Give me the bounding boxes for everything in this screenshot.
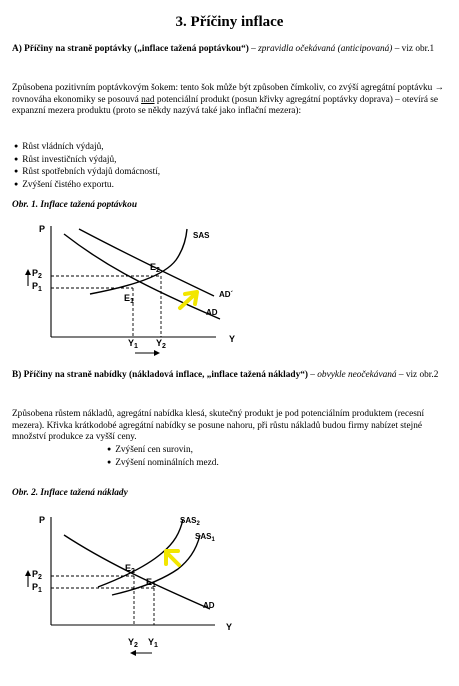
svg-text:Y1 (128, 338, 138, 350)
section-a-heading-tail: – viz obr.1 (392, 44, 435, 54)
section-a-heading-italic: – zpravidla očekávaná (anticipovaná) (248, 44, 393, 54)
figure-2-e1-label: E (146, 577, 153, 587)
svg-text:SAS2 (180, 516, 200, 527)
svg-text:Y2 (128, 637, 138, 649)
figure-2-ad-curve (64, 535, 210, 609)
section-b-heading-bold: B) Příčiny na straně nabídky (nákladová inflace, „inflace tažená náklady“) (12, 370, 308, 380)
svg-text:Y2 (156, 338, 166, 350)
page-title: 3. Příčiny inflace (175, 14, 284, 30)
svg-text:E1 (124, 293, 134, 305)
figure-1-e2-label: E (150, 262, 157, 272)
figure-2-ad-label: AD (203, 601, 215, 610)
figure-2-y2-label: Y (128, 637, 135, 647)
list-item: ● Zvýšení cen surovin, (107, 444, 219, 457)
section-b-heading (12, 370, 450, 382)
figure-2-sas1-label: SAS (195, 532, 212, 541)
figure-1-diagram (20, 212, 260, 357)
figure-2-e2-sub: 2 (131, 568, 135, 575)
list-item: ● Zvýšení nominálních mezd. (107, 457, 219, 470)
figure-2-highlight-arrow (166, 551, 179, 565)
figure-1-y1-sub: 1 (134, 343, 138, 350)
figure-1-y-label: Y (229, 334, 236, 344)
figure-1-p2-label: P (32, 268, 39, 278)
figure-2-e2-label: E (125, 563, 132, 573)
svg-text:P2 (32, 268, 42, 280)
figure-2-p1-sub: 1 (38, 587, 42, 594)
section-a-heading (12, 44, 450, 56)
svg-text:E1 (146, 577, 156, 589)
figure-2-y-label: Y (226, 622, 233, 632)
figure-1-y1-label: Y (128, 338, 135, 348)
figure-1-p-label: P (39, 224, 46, 234)
section-b-paragraph: Způsobena růstem nákladů, agregátní nabídka klesá, skutečný produkt je pod potenciálním produktem (recesní mezera). Křivka krátkodobé agregátní nabídky se posune nahoru, při růstu nákladů budou firmy nabízet stejné množství produkce za vyšší ceny. (12, 409, 425, 442)
figure-2-y2-sub: 2 (134, 642, 138, 649)
section-a-bullet-list (14, 141, 160, 191)
section-b-heading-italic: – obvykle neočekávaná (307, 370, 397, 380)
figure-1-ad-label: AD (206, 308, 218, 317)
figure-2-p2-label: P (32, 569, 39, 579)
list-item: ● Zvýšení čistého exportu. (14, 179, 160, 192)
figure-1-p2-sub: 2 (38, 273, 42, 280)
figure-1-caption: Obr. 1. Inflace tažená poptávkou (12, 200, 137, 210)
figure-1-ad2-label: AD´ (219, 290, 234, 299)
figure-1-ad-curve (64, 234, 220, 319)
figure-2-caption: Obr. 2. Inflace tažená náklady (12, 488, 128, 498)
figure-1-y2-sub: 2 (162, 343, 166, 350)
list-item: ● Růst spotřebních výdajů domácností, (14, 166, 160, 179)
list-item: ● Růst vládních výdajů, (14, 141, 160, 154)
section-a-para-1: Způsobena pozitivním poptávkovým šokem: tento šok může být způsoben čímkoliv, co zvýší agregátní poptávku → rovnováha ekonomiky se posouvá (12, 83, 444, 105)
figure-1-e2-sub: 2 (156, 267, 160, 274)
figure-2-diagram (20, 505, 260, 665)
figure-2-p1-label: P (32, 582, 39, 592)
svg-text:P1 (32, 582, 42, 594)
figure-2-p-label: P (39, 515, 46, 525)
figure-1-sas-label: SAS (193, 231, 210, 240)
figure-2-p2-sub: 2 (38, 574, 42, 581)
section-b-bullet-list (107, 444, 219, 469)
figure-1-p1-label: P (32, 281, 39, 291)
section-a-para-2: potenciální produkt (posun křivky agregátní poptávky doprava) – otevírá se expanzní mezera produktu (proto se někdy nazývá také jako inflační mezera): (12, 94, 439, 116)
figure-2-y1-sub: 1 (154, 642, 158, 649)
figure-1-e1-sub: 1 (130, 298, 134, 305)
section-a-heading-bold: A) Příčiny na straně poptávky („inflace tažená poptávkou“) (12, 44, 249, 54)
figure-1-e1-label: E (124, 293, 131, 303)
section-a-paragraph (12, 83, 450, 118)
figure-2-sas1-sub: 1 (211, 537, 215, 543)
svg-text:E2 (150, 262, 160, 274)
figure-2-e1-sub: 1 (152, 582, 156, 589)
figure-1-y2-label: Y (156, 338, 163, 348)
list-item: ● Růst investičních výdajů, (14, 154, 160, 167)
figure-2-y1-label: Y (148, 637, 155, 647)
svg-text:Y1 (148, 637, 158, 649)
figure-2-sas2-label: SAS (180, 516, 197, 525)
svg-text:P1 (32, 281, 42, 293)
figure-2-sas2-sub: 2 (196, 521, 200, 527)
svg-text:P2 (32, 569, 42, 581)
section-b-heading-tail: – viz obr.2 (396, 370, 439, 380)
figure-1-p1-sub: 1 (38, 286, 42, 293)
section-a-para-underlined: nad (141, 94, 155, 105)
